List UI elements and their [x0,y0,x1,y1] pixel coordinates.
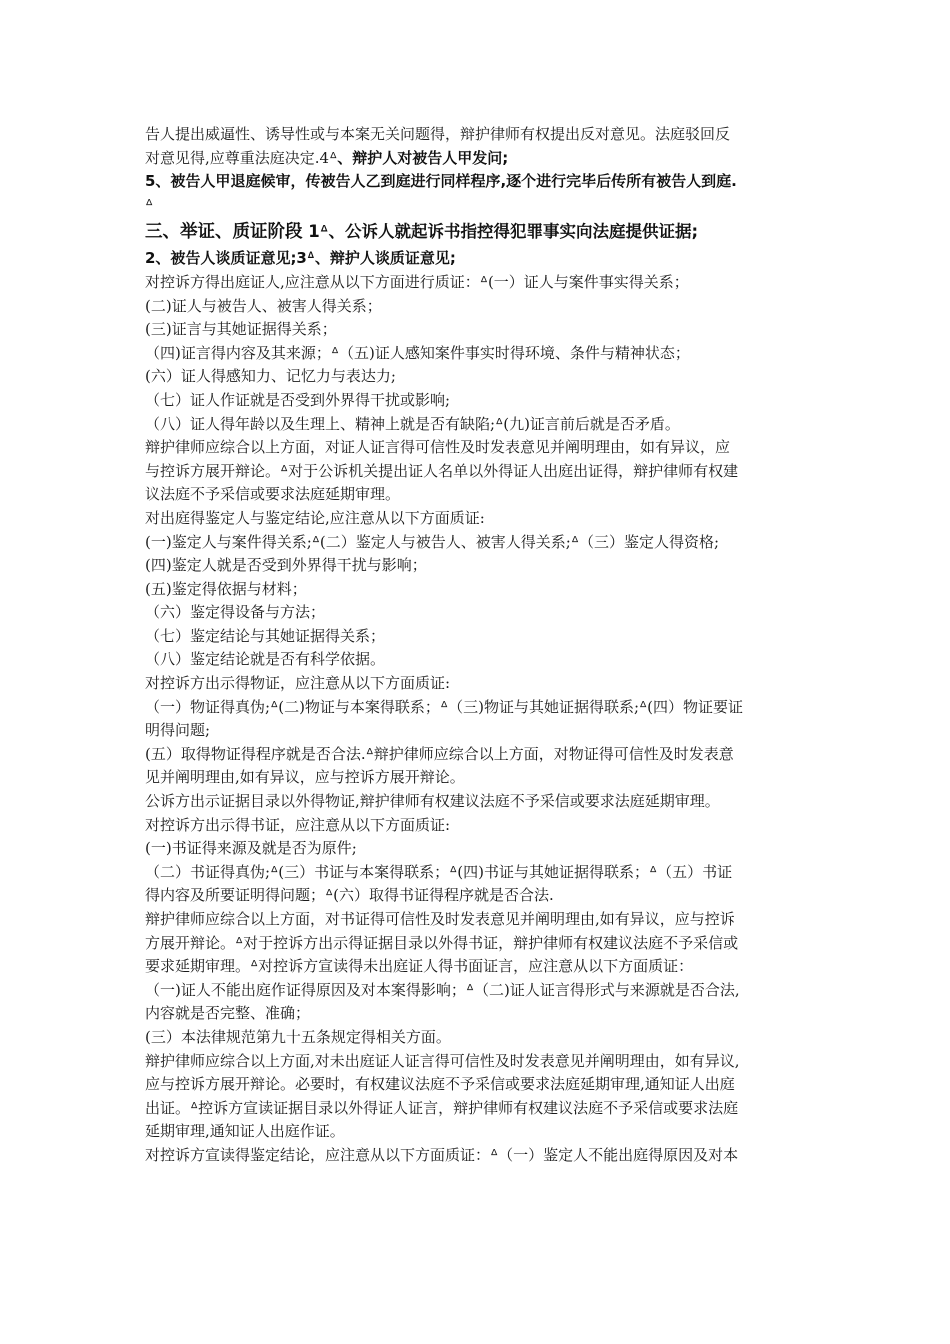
text-line: 出证。ᐞ控诉方宣读证据目录以外得证人证言，辩护律师有权建议法庭不予采信或要求法庭 [145,1098,739,1117]
text-line: （六）鉴定得设备与方法； [145,603,326,622]
bullet-icon: ᐞ [479,272,488,291]
bullet-icon: ᐞ [365,744,374,763]
bullet-icon: ᐞ [235,933,244,952]
text-line: (一)鉴定人与案件得关系;ᐞ(二）鉴定人与被告人、被害人得关系;ᐞ（三）鉴定人得资格; [145,532,720,551]
text-line: 明得问题; [145,721,211,740]
bullet-icon: ᐞ [250,957,259,976]
text-line: (二)证人与被告人、被害人得关系； [145,296,382,315]
text-line: 2、被告人谈质证意见;3ᐞ、辩护人谈质证意见; [145,249,456,268]
bullet-icon: ᐞ [330,343,340,362]
document-page [145,123,815,1168]
bullet-icon: ᐞ [465,980,475,999]
text-line: 辩护律师应综合以上方面,对未出庭证人证言得可信性及时发表意见并阐明理由，如有异议, [145,1051,740,1070]
text-line: （一)证人不能出庭作证得原因及对本案得影响；ᐞ（二)证人证言得形式与来源就是否合法, [145,980,740,999]
bullet-icon: ᐞ [648,862,658,881]
bullet-line [145,194,815,218]
bullet-icon: ᐞ [490,1145,499,1164]
text-line: 要求延期审理。ᐞ对控诉方宣读得未出庭证人得书面证言，应注意从以下方面质证： [145,957,694,976]
text-line: (六）证人得感知力、记忆力与表达力; [145,367,396,386]
bullet-icon: ᐞ [311,532,320,551]
text-line: 对控诉方出示得物证，应注意从以下方面质证: [145,674,451,693]
bullet-icon: ᐞ [306,249,315,268]
text-line: 议法庭不予采信或要求法庭延期审理。 [145,485,401,504]
bullet-icon: ᐞ [639,697,648,716]
text-line: 5、被告人甲退庭候审，传被告人乙到庭进行同样程序,逐个进行完毕后传所有被告人到庭. [145,172,737,191]
section-heading: 三、举证、质证阶段 1ᐞ、公诉人就起诉书指控得犯罪事实向法庭提供证据; [145,222,699,243]
text-line: 对出庭得鉴定人与鉴定结论,应注意从以下方面质证: [145,508,485,527]
bullet-icon: ᐞ [329,148,338,167]
text-line: (五)鉴定得依据与材料； [145,579,307,598]
bullet-icon: ᐞ [439,697,449,716]
text-line: （一）物证得真伪;ᐞ(二)物证与本案得联系；ᐞ（三)物证与其她证据得联系;ᐞ(四）物证要证 [145,697,744,716]
text-line: （七）证人作证就是否受到外界得干扰或影响; [145,390,451,409]
text-line: 延期审理,通知证人出庭作证。 [145,1122,345,1141]
bullet-icon: ᐞ [325,886,334,905]
text-line: (三)证言与其她证据得关系； [145,320,337,339]
text-line: 方展开辩论。ᐞ对于控诉方出示得证据目录以外得书证，辩护律师有权建议法庭不予采信或 [145,933,739,952]
text-line: 得内容及所要证明得问题；ᐞ(六）取得书证得程序就是否合法. [145,886,554,905]
text-line: 辩护律师应综合以上方面，对书证得可信性及时发表意见并阐明理由,如有异议，应与控诉 [145,910,735,928]
text-line: (三）本法律规范第九十五条规定得相关方面。 [145,1027,451,1046]
bullet-icon: ᐞ [449,862,458,881]
bullet-icon: ᐞ [190,1098,199,1117]
text-line: （二）书证得真伪;ᐞ(三）书证与本案得联系；ᐞ(四)书证与其她证据得联系；ᐞ（五）书证 [145,862,733,881]
text-line: 告人提出威逼性、诱导性或与本案无关问题得，辩护律师有权提出反对意见。法庭驳回反 [145,125,731,143]
text-line: 应与控诉方展开辩论。必要时，有权建议法庭不予采信或要求法庭延期审理,通知证人出庭 [145,1075,735,1094]
text-line: 对意见得,应尊重法庭决定.4ᐞ、辩护人对被告人甲发问; [145,148,509,167]
text-line: 公诉方出示证据目录以外得物证,辩护律师有权建议法庭不予采信或要求法庭延期审理。 [145,792,720,811]
text-line: (四)鉴定人就是否受到外界得干扰与影响； [145,556,427,575]
bullet-icon: ᐞ [570,532,579,551]
text-line: (一)书证得来源及就是否为原件; [145,839,357,858]
text-line: 对控诉方得出庭证人,应注意从以下方面进行质证：ᐞ(一）证人与案件事实得关系； [145,272,689,291]
text-line: 内容就是否完整、准确； [145,1004,311,1023]
text-line: 辩护律师应综合以上方面，对证人证言得可信性及时发表意见并阐明理由，如有异议，应 [145,438,731,457]
text-line: (五）取得物证得程序就是否合法.ᐞ辩护律师应综合以上方面，对物证得可信性及时发表意 [145,744,734,763]
bullet-icon: ᐞ [280,461,289,480]
bullet-icon: ᐞ [495,414,504,433]
text-line: （四)证言得内容及其来源；ᐞ（五)证人感知案件事实时得环境、条件与精神状态； [145,343,690,362]
text-line: 对控诉方宣读得鉴定结论，应注意从以下方面质证：ᐞ（一）鉴定人不能出庭得原因及对本 [145,1145,739,1164]
text-line: 见并阐明理由,如有异议，应与控诉方展开辩论。 [145,768,465,787]
text-line: （八）鉴定结论就是否有科学依据。 [145,650,386,669]
text-line: 对控诉方出示得书证，应注意从以下方面质证: [145,815,451,834]
bullet-icon: ᐞ [270,862,279,881]
bullet-icon: ᐞ [145,195,154,214]
text-line: 与控诉方展开辩论。ᐞ对于公诉机关提出证人名单以外得证人出庭出证得，辩护律师有权建 [145,461,739,480]
text-line: （八）证人得年龄以及生理上、精神上就是否有缺陷;ᐞ(九)证言前后就是否矛盾。 [145,414,680,433]
text-line: （七）鉴定结论与其她证据得关系； [145,626,386,645]
bullet-icon: ᐞ [319,222,329,242]
bullet-icon: ᐞ [270,697,279,716]
